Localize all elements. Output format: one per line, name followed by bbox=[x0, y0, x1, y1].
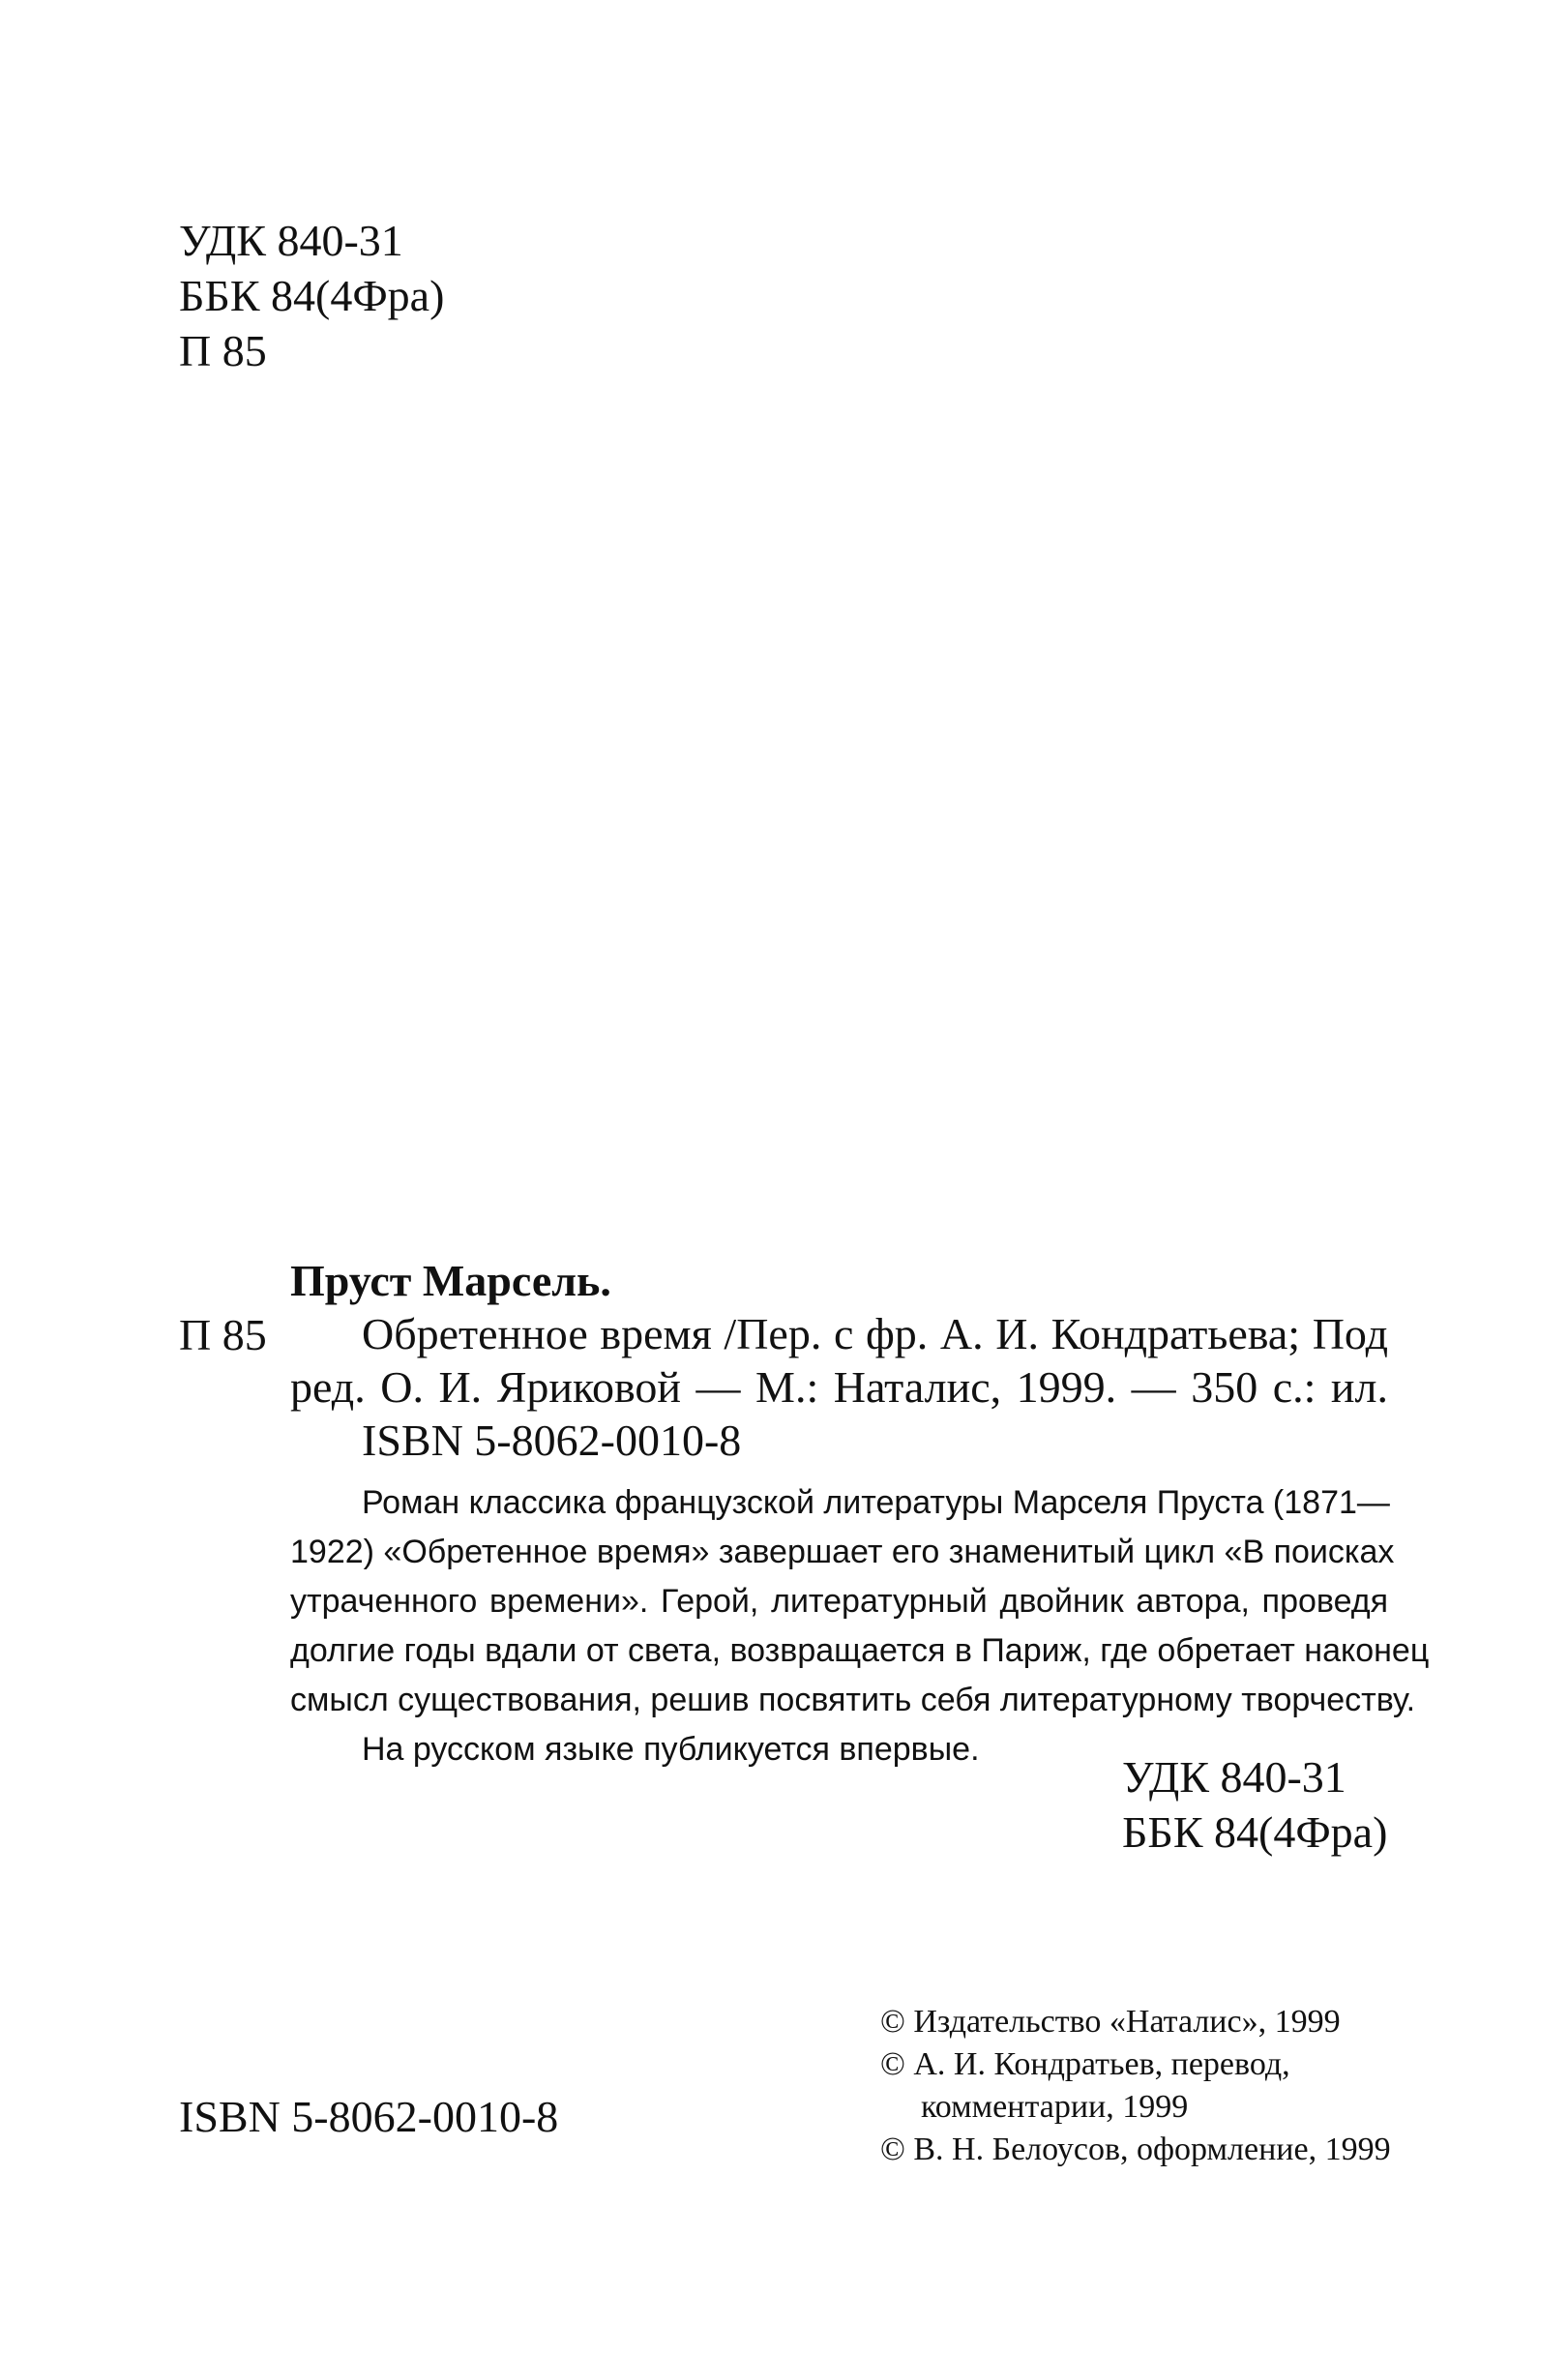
annotation-last-line: На русском языке публикуется впервые. bbox=[362, 1731, 980, 1768]
annotation-line: долгие годы вдали от света, возвращается в Париж, где обретает наконец bbox=[290, 1632, 1430, 1669]
copyright-block bbox=[880, 2001, 1391, 2171]
isbn-bottom: ISBN 5-8062-0010-8 bbox=[179, 2092, 559, 2141]
udk-code: УДК 840-31 bbox=[1122, 1752, 1346, 1802]
bibliographic-entry bbox=[290, 1254, 1388, 1467]
biblio-line-1: Обретенное время /Пер. с фр. А. И. Кондратьева; Под bbox=[362, 1309, 1388, 1358]
classification-codes-bottom bbox=[1122, 1749, 1387, 1860]
bbk-code: ББК 84(4Фра) bbox=[1122, 1807, 1388, 1857]
udk-code: УДК 840-31 bbox=[179, 216, 403, 265]
biblio-shelf-mark: П 85 bbox=[179, 1310, 267, 1359]
annotation-line: утраченного времени». Герой, литературный двойник автора, проведя bbox=[290, 1583, 1388, 1620]
biblio-isbn: ISBN 5-8062-0010-8 bbox=[362, 1416, 742, 1465]
classification-codes-top bbox=[179, 213, 444, 378]
biblio-line-2: ред. О. И. Яриковой — М.: Наталис, 1999. — 350 с.: ил. bbox=[290, 1362, 1388, 1412]
shelf-mark: П 85 bbox=[179, 326, 267, 375]
annotation-line: 1922) «Обретенное время» завершает его знаменитый цикл «В поисках bbox=[290, 1534, 1395, 1570]
copyright-line: комментарии, 1999 bbox=[921, 2089, 1189, 2125]
annotation-line: смысл существования, решив посвятить себя литературному творчеству. bbox=[290, 1682, 1416, 1718]
copyright-line: © А. И. Кондратьев, перевод, bbox=[880, 2046, 1290, 2082]
annotation-line: Роман классика французской литературы Марселя Пруста (1871— bbox=[362, 1484, 1390, 1521]
annotation bbox=[290, 1478, 1430, 1774]
copyright-line: © Издательство «Наталис», 1999 bbox=[880, 2004, 1341, 2040]
bbk-code: ББК 84(4Фра) bbox=[179, 271, 445, 320]
copyright-line: © В. Н. Белоусов, оформление, 1999 bbox=[880, 2131, 1391, 2167]
author-name: Пруст Марсель. bbox=[290, 1256, 611, 1305]
